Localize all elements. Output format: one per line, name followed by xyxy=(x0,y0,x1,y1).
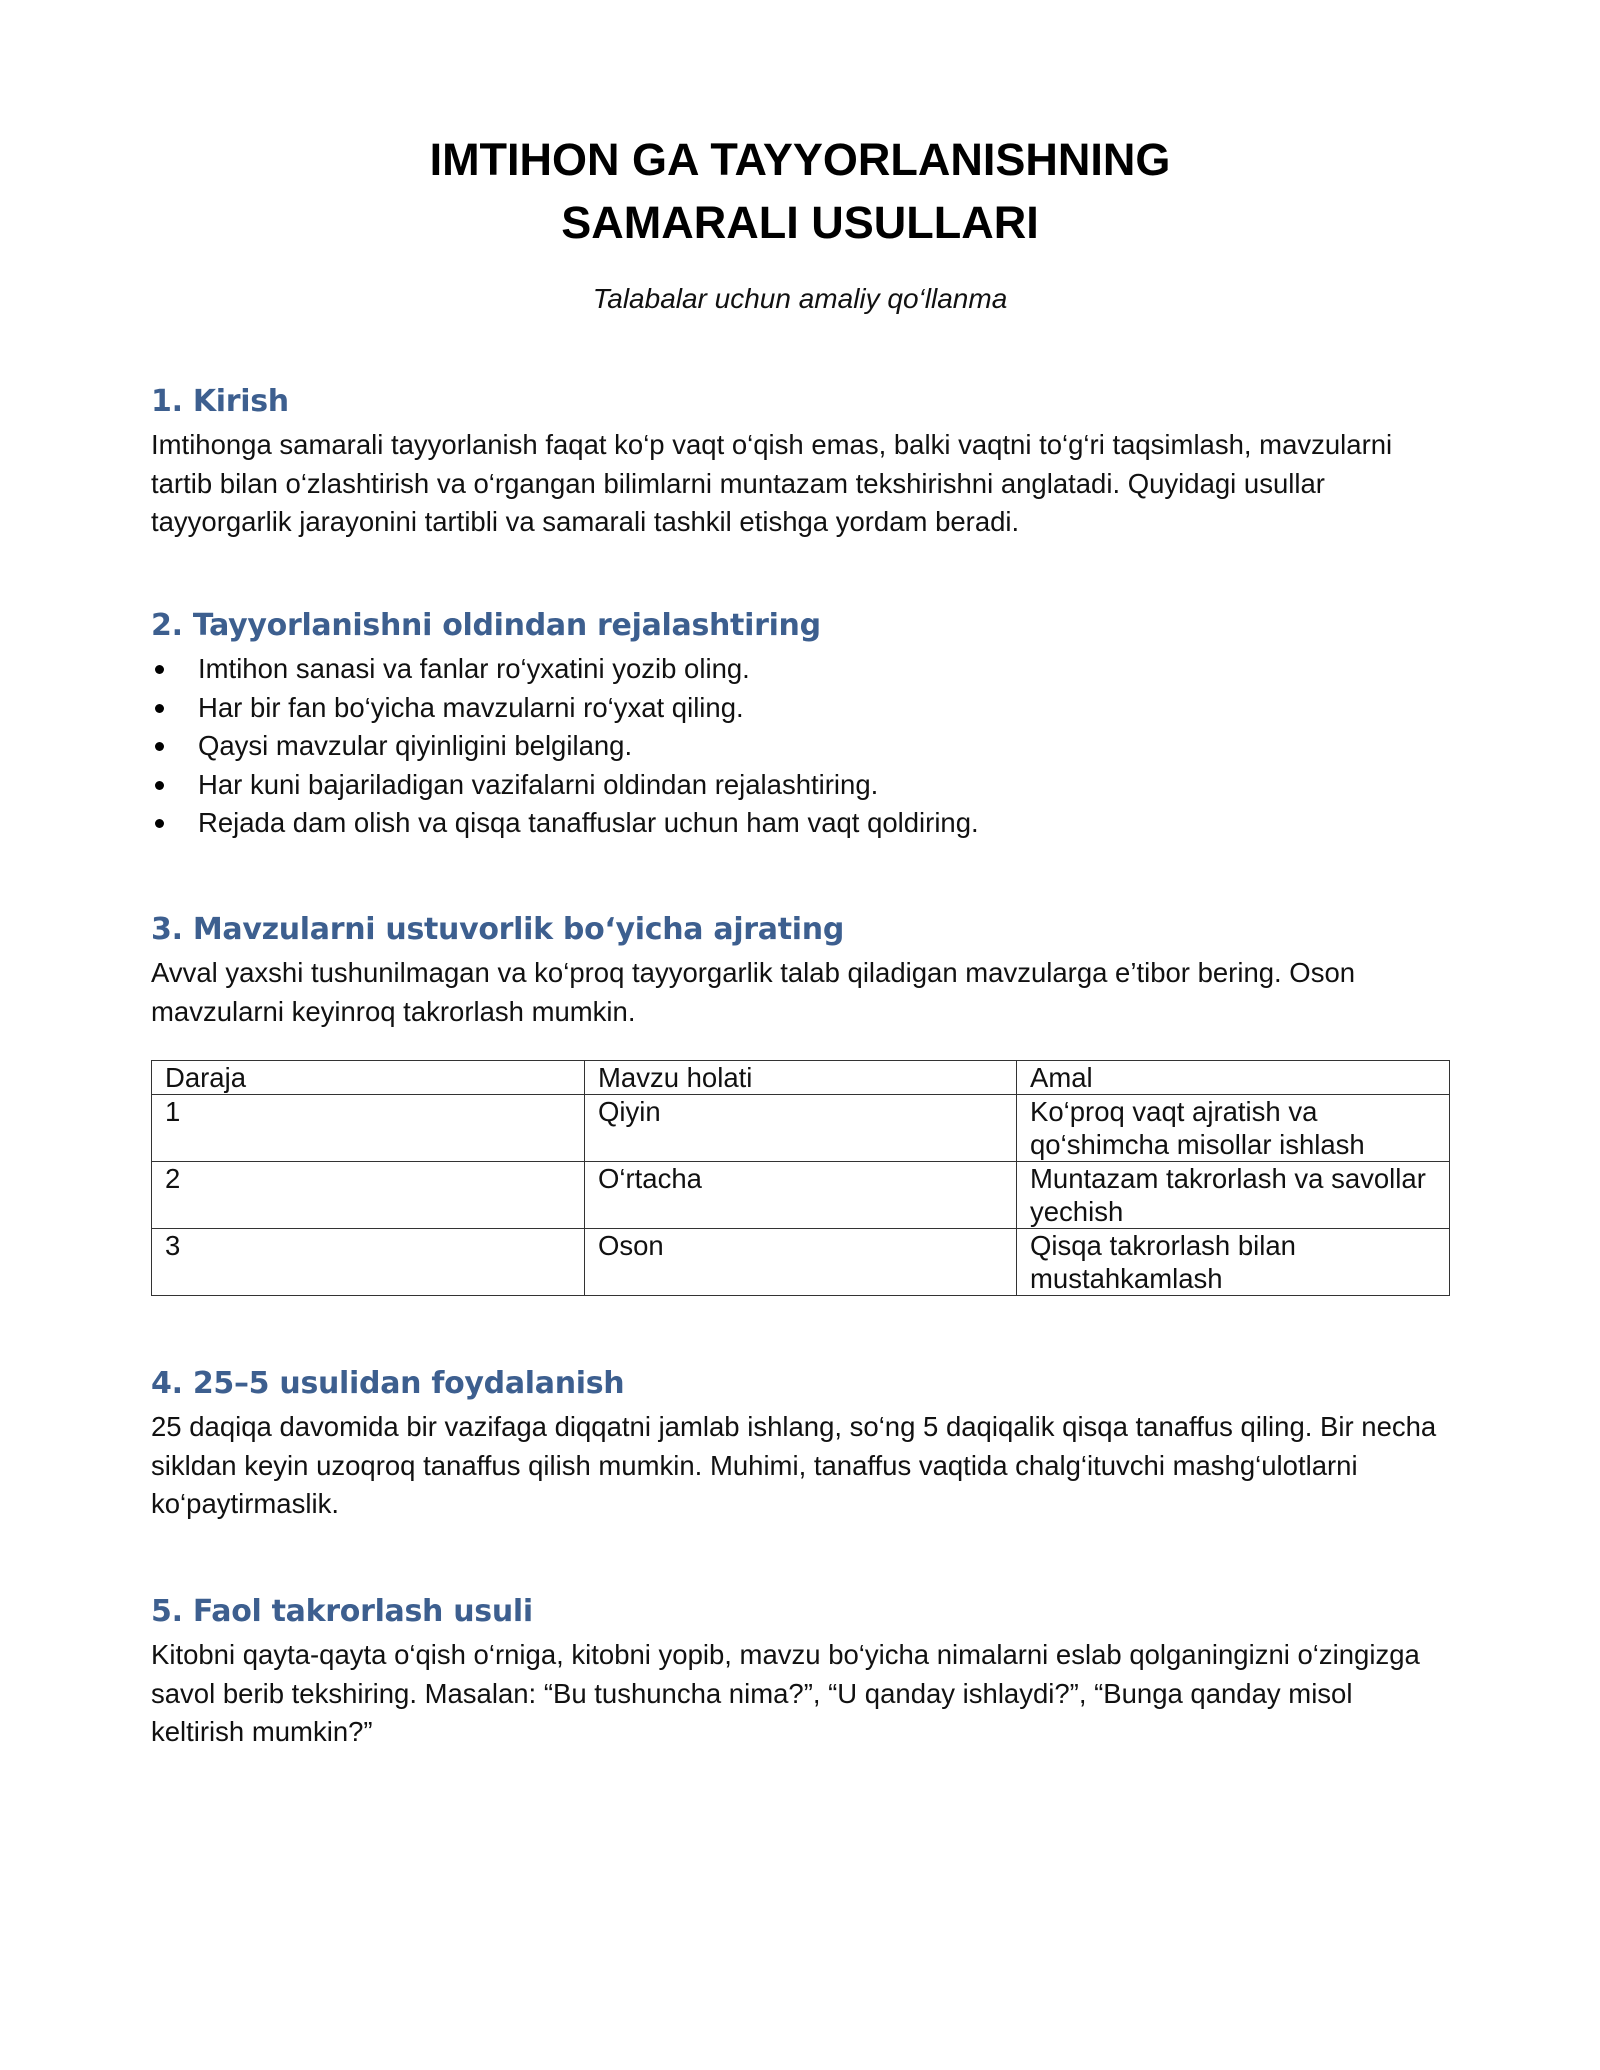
table-header-row xyxy=(152,1061,1450,1095)
bullet-icon xyxy=(155,781,164,790)
list-item xyxy=(151,766,1449,805)
section-prioritize xyxy=(151,910,1449,1296)
list-item-text: Har kuni bajariladigan vazifalarni oldindan rejalashtiring. xyxy=(198,768,879,800)
list-item-text: Rejada dam olish va qisqa tanaffuslar uchun ham vaqt qoldiring. xyxy=(198,807,979,838)
table-cell: Ko‘proq vaqt ajratish va qo‘shimcha misollar ishlash xyxy=(1017,1095,1450,1162)
section-25-5-method xyxy=(151,1364,1449,1524)
section-paragraph: Imtihonga samarali tayyorlanish faqat ko‘p vaqt o‘qish emas, balki vaqtni to‘g‘ri taqsimlash, mavzularni tartib bilan o‘zlashtirish va o‘rgangan bilimlarni muntazam tekshirishni anglatadi. Quyidagi usullar tayyorgarlik jarayonini tartibli va samarali tashkil etishga yordam beradi. xyxy=(151,429,1393,537)
bullet-icon xyxy=(155,742,164,751)
list-item xyxy=(151,689,1449,728)
table-header-cell: Daraja xyxy=(152,1061,585,1095)
table-cell: Qisqa takrorlash bilan mustahkamlash xyxy=(1017,1229,1450,1296)
priority-table xyxy=(151,1060,1450,1296)
document-title-line-2: SAMARALI USULLARI xyxy=(561,197,1039,248)
section-heading: 3. Mavzularni ustuvorlik bo‘yicha ajrating xyxy=(151,912,845,947)
document-title xyxy=(151,128,1449,254)
table-cell: 3 xyxy=(152,1229,585,1296)
section-heading: 2. Tayyorlanishni oldindan rejalashtiring xyxy=(151,608,821,643)
table-cell: Qiyin xyxy=(585,1095,1017,1162)
table-cell: O‘rtacha xyxy=(585,1162,1017,1229)
section-heading: 1. Kirish xyxy=(151,384,289,419)
section-heading: 5. Faol takrorlash usuli xyxy=(151,1594,533,1629)
document-subtitle: Talabalar uchun amaliy qo‘llanma xyxy=(592,283,1008,314)
document-title-line-1: IMTIHON GA TAYYORLANISHNING xyxy=(429,134,1171,185)
table-cell: Muntazam takrorlash va savollar yechish xyxy=(1017,1162,1450,1229)
bullet-icon xyxy=(155,665,164,674)
section-paragraph: Kitobni qayta-qayta o‘qish o‘rniga, kitobni yopib, mavzu bo‘yicha nimalarni eslab qolganingizni o‘zingizga savol berib tekshiring. Masalan: “Bu tushuncha nima?”, “U qanday ishlaydi?”, “Bunga qanday misol keltirish mumkin?” xyxy=(151,1639,1420,1747)
table-cell: 2 xyxy=(152,1162,585,1229)
list-item-text: Imtihon sanasi va fanlar ro‘yxatini yozib oling. xyxy=(198,653,750,684)
bullet-list xyxy=(151,650,1449,843)
section-paragraph: 25 daqiqa davomida bir vazifaga diqqatni jamlab ishlang, so‘ng 5 daqiqalik qisqa tanaffus qiling. Bir necha sikldan keyin uzoqroq tanaffus qilish mumkin. Muhimi, tanaffus vaqtida chalg‘ituvchi mashg‘ulotlarni ko‘paytirmaslik. xyxy=(151,1411,1437,1519)
section-heading: 4. 25–5 usulidan foydalanish xyxy=(151,1366,625,1401)
bullet-icon xyxy=(155,819,164,828)
table-header-cell: Mavzu holati xyxy=(585,1061,1017,1095)
list-item-text: Qaysi mavzular qiyinligini belgilang. xyxy=(198,730,633,761)
table-row xyxy=(152,1095,1450,1162)
section-paragraph: Avval yaxshi tushunilmagan va ko‘proq tayyorgarlik talab qiladigan mavzularga e’tibor bering. Oson mavzularni keyinroq takrorlash mumkin. xyxy=(151,957,1356,1027)
table-row xyxy=(152,1162,1450,1229)
table-cell: 1 xyxy=(152,1095,585,1162)
table-row xyxy=(152,1229,1450,1296)
bullet-icon xyxy=(155,704,164,713)
table-cell: Oson xyxy=(585,1229,1017,1296)
table-header-cell: Amal xyxy=(1017,1061,1450,1095)
list-item xyxy=(151,804,1449,843)
list-item xyxy=(151,650,1449,689)
list-item xyxy=(151,727,1449,766)
section-introduction xyxy=(151,382,1449,542)
section-active-recall xyxy=(151,1592,1449,1752)
section-planning xyxy=(151,606,1449,843)
list-item-text: Har bir fan bo‘yicha mavzularni ro‘yxat qiling. xyxy=(198,691,744,723)
